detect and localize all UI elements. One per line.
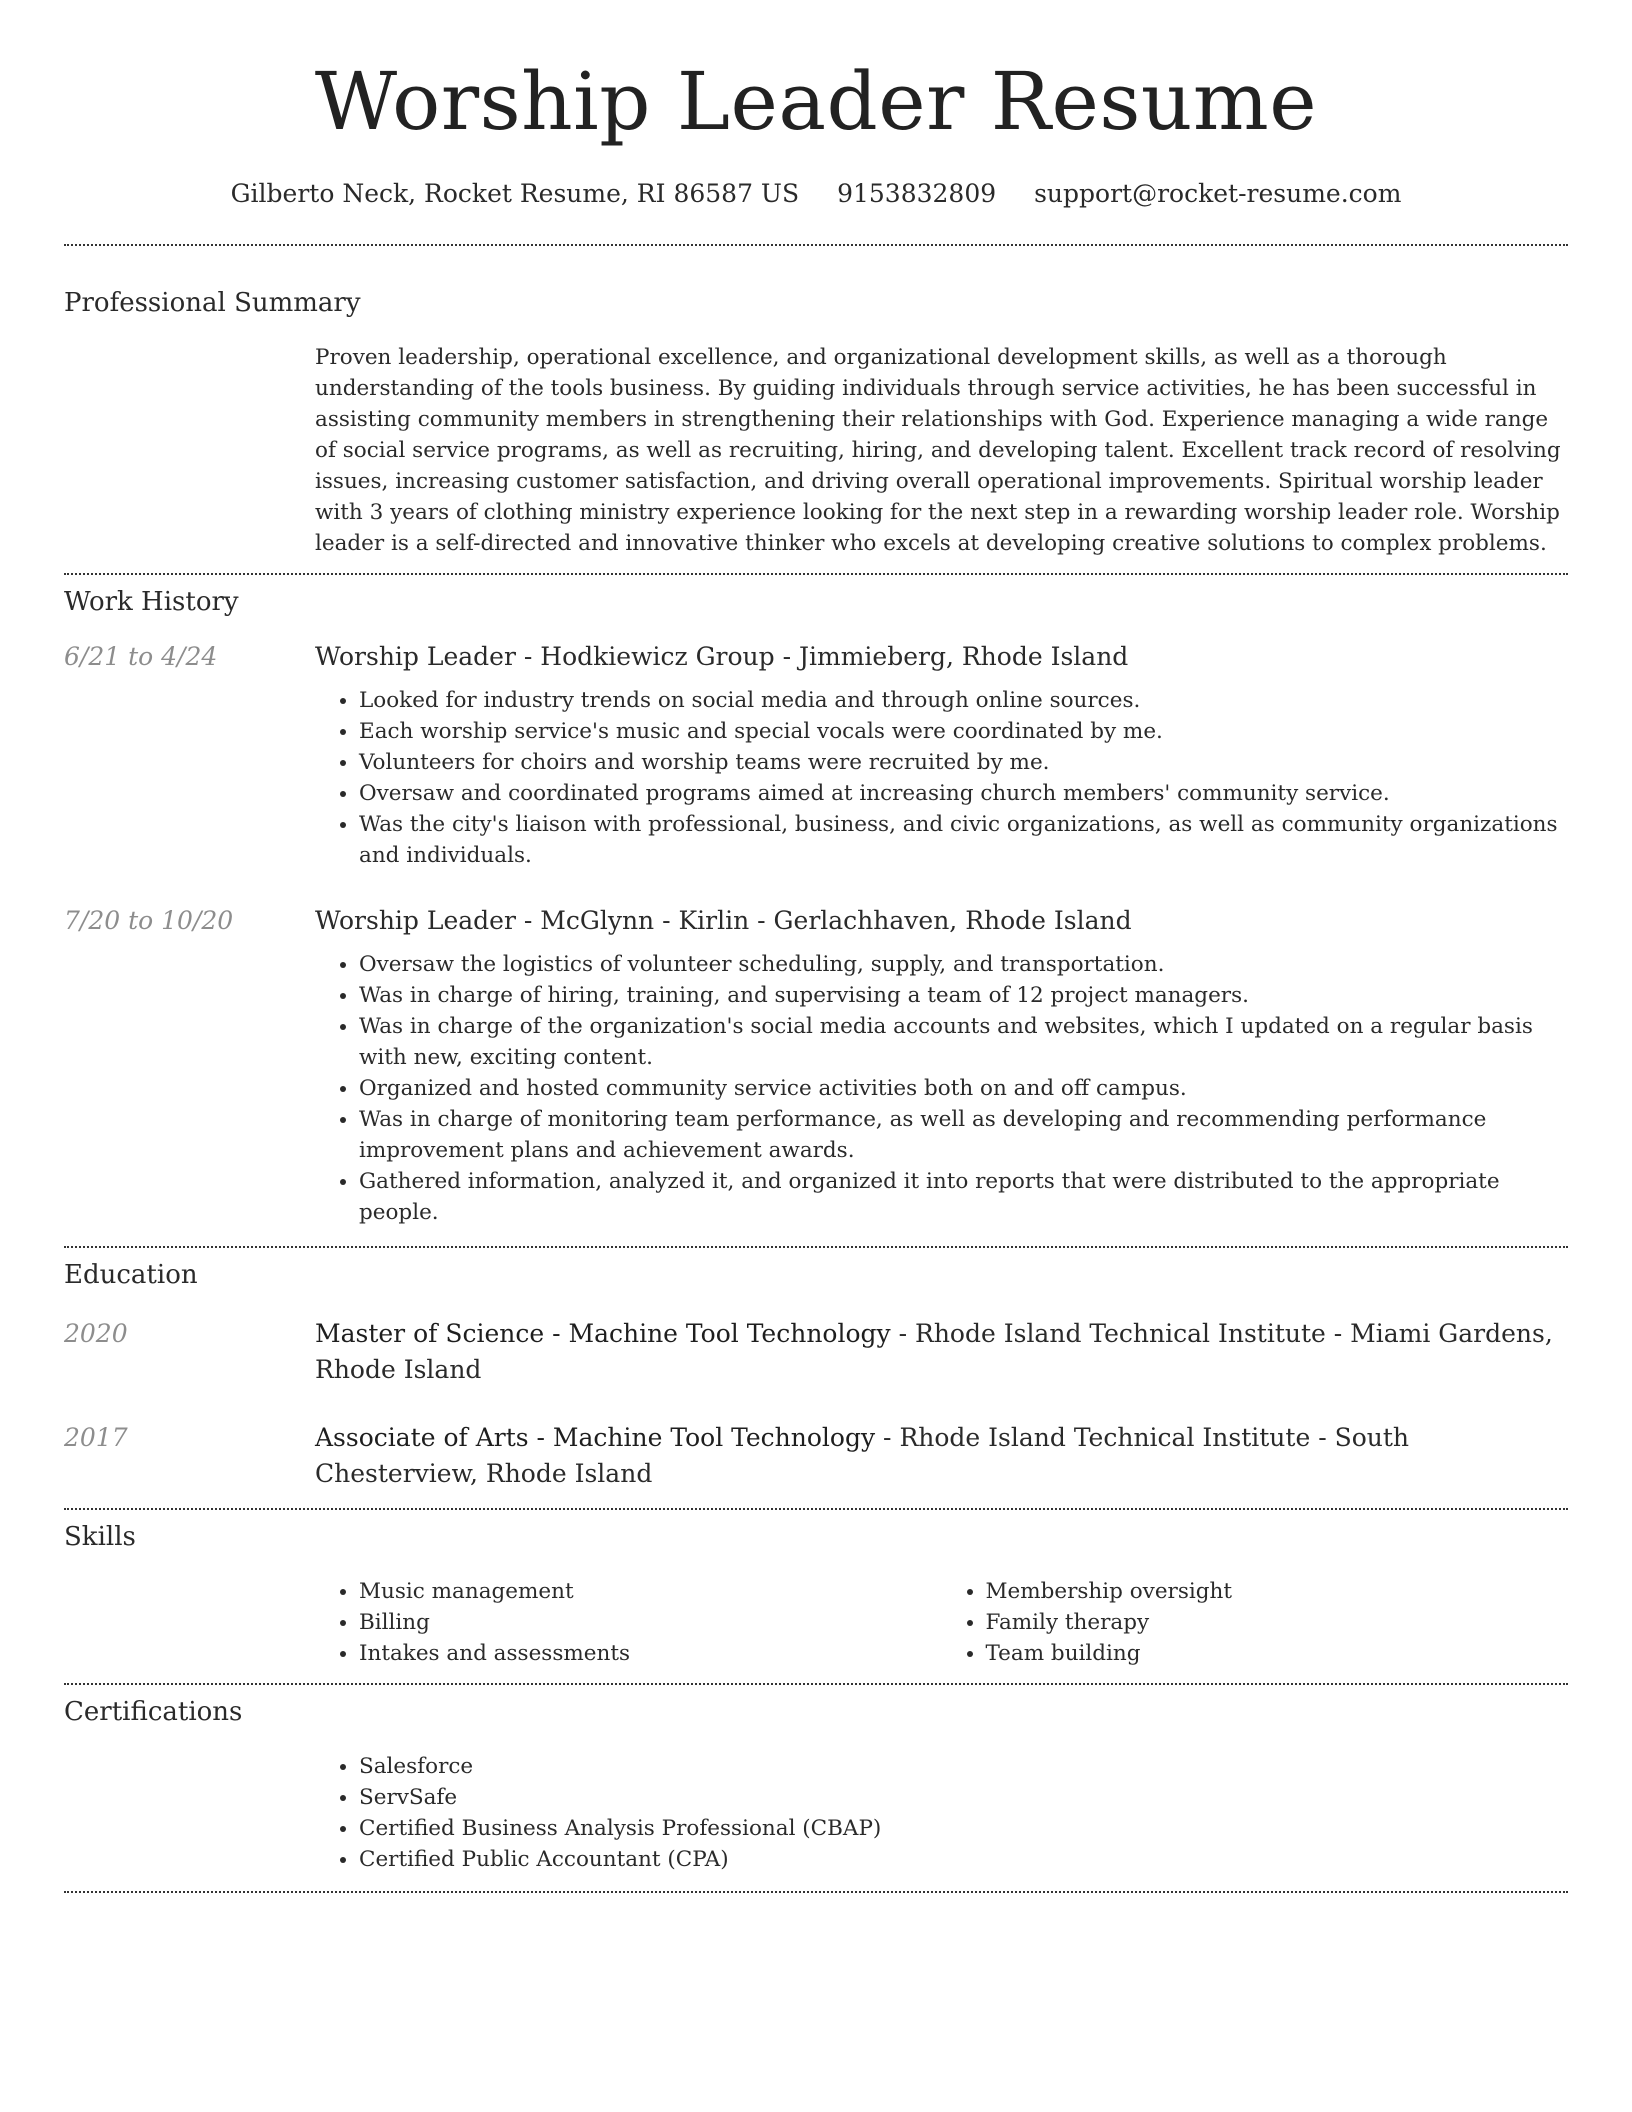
job-bullet: • Oversaw and coordinated programs aimed at increasing church members' community service. bbox=[359, 778, 1568, 809]
skill-item: • Family therapy bbox=[986, 1607, 1569, 1638]
job-title: Worship Leader - McGlynn - Kirlin - Gerlachhaven, Rhode Island bbox=[315, 906, 1132, 935]
work-history-section bbox=[64, 575, 1568, 1246]
skills-section bbox=[64, 1510, 1568, 1683]
job-bullet: • Oversaw the logistics of volunteer scheduling, supply, and transportation. bbox=[359, 949, 1568, 980]
education-school: - Rhode Island Technical Institute - South Chesterview, Rhode Island bbox=[315, 1423, 1410, 1488]
contact-email: support@rocket-resume.com bbox=[1034, 179, 1402, 208]
skills-list-left bbox=[315, 1576, 942, 1669]
skills-list-right bbox=[942, 1576, 1569, 1669]
job-bullet: • Looked for industry trends on social media and through online sources. bbox=[359, 685, 1568, 716]
job-entry bbox=[64, 639, 1568, 871]
summary-section bbox=[64, 246, 1568, 573]
skill-item: • Billing bbox=[359, 1607, 942, 1638]
education-school: - Rhode Island Technical Institute - Miami Gardens, Rhode Island bbox=[315, 1319, 1553, 1384]
section-title-certifications: Certifications bbox=[64, 1697, 243, 1727]
job-bullet: • Gathered information, analyzed it, and organized it into reports that were distributed to the appropriate people. bbox=[359, 1166, 1568, 1228]
education-degree: Master of Science - Machine Tool Technology bbox=[315, 1319, 891, 1348]
education-entry bbox=[64, 1316, 1568, 1388]
job-bullet: • Was in charge of hiring, training, and supervising a team of 12 project managers. bbox=[359, 980, 1568, 1011]
job-bullet: • Organized and hosted community service activities both on and off campus. bbox=[359, 1073, 1568, 1104]
section-title-education: Education bbox=[64, 1260, 198, 1290]
certification-item: • Certified Public Accountant (CPA) bbox=[359, 1844, 1568, 1875]
skill-item: • Intakes and assessments bbox=[359, 1638, 942, 1669]
skill-item: • Team building bbox=[986, 1638, 1569, 1669]
certification-item: • Salesforce bbox=[359, 1751, 1568, 1782]
certification-item: • Certified Business Analysis Professional (CBAP) bbox=[359, 1813, 1568, 1844]
education-title bbox=[315, 1316, 1568, 1388]
contact-address: Gilberto Neck, Rocket Resume, RI 86587 US bbox=[230, 179, 800, 208]
contact-line bbox=[64, 178, 1568, 210]
job-dates: 7/20 to 10/20 bbox=[64, 906, 234, 935]
job-bullet: • Volunteers for choirs and worship teams were recruited by me. bbox=[359, 747, 1568, 778]
job-dates: 6/21 to 4/24 bbox=[64, 642, 218, 671]
job-bullet: • Was in charge of monitoring team performance, as well as developing and recommending performance improvement plans and achievement awards. bbox=[359, 1104, 1568, 1166]
education-title bbox=[315, 1420, 1568, 1492]
education-year: 2017 bbox=[64, 1423, 128, 1452]
section-title-skills: Skills bbox=[64, 1522, 136, 1552]
job-bullet: • Each worship service's music and special vocals were coordinated by me. bbox=[359, 716, 1568, 747]
contact-phone: 9153832809 bbox=[837, 179, 997, 208]
education-section bbox=[64, 1248, 1568, 1508]
job-bullets bbox=[315, 685, 1568, 871]
section-title-summary: Professional Summary bbox=[64, 288, 361, 318]
certifications-list bbox=[315, 1751, 1568, 1875]
skill-item: • Membership oversight bbox=[986, 1576, 1569, 1607]
job-title: Worship Leader - Hodkiewicz Group - Jimmieberg, Rhode Island bbox=[315, 642, 1129, 671]
certifications-section bbox=[64, 1685, 1568, 1891]
summary-text: Proven leadership, operational excellence, and organizational development skills, as well as a thorough understanding of the tools business. By guiding individuals through service activities, he has been successful in assisting community members in strengthening their relationships with God. Experience managing a wide range of social service programs, as well as recruiting, hiring, and developing talent. Excellent track record of resolving issues, increasing customer satisfaction, and driving overall operational improvements. Spiritual worship leader with 3 years of clothing ministry experience looking for the next step in a rewarding worship leader role. Worship leader is a self-directed and innovative thinker who excels at developing creative solutions to complex problems. bbox=[315, 345, 1561, 556]
resume-title: Worship Leader Resume bbox=[314, 55, 1318, 148]
job-bullet: • Was in charge of the organization's social media accounts and websites, which I updated on a regular basis with new, exciting content. bbox=[359, 1011, 1568, 1073]
section-title-work: Work History bbox=[64, 587, 239, 617]
education-entry bbox=[64, 1420, 1568, 1508]
job-bullet: • Was the city's liaison with professional, business, and civic organizations, as well as community organizations and individuals. bbox=[359, 809, 1568, 871]
job-bullets bbox=[315, 949, 1568, 1228]
education-year: 2020 bbox=[64, 1319, 128, 1348]
certification-item: • ServSafe bbox=[359, 1782, 1568, 1813]
education-degree: Associate of Arts - Machine Tool Technology bbox=[315, 1423, 876, 1452]
job-entry bbox=[64, 903, 1568, 1246]
skill-item: • Music management bbox=[359, 1576, 942, 1607]
divider bbox=[64, 1891, 1568, 1893]
skills-columns bbox=[315, 1576, 1568, 1669]
